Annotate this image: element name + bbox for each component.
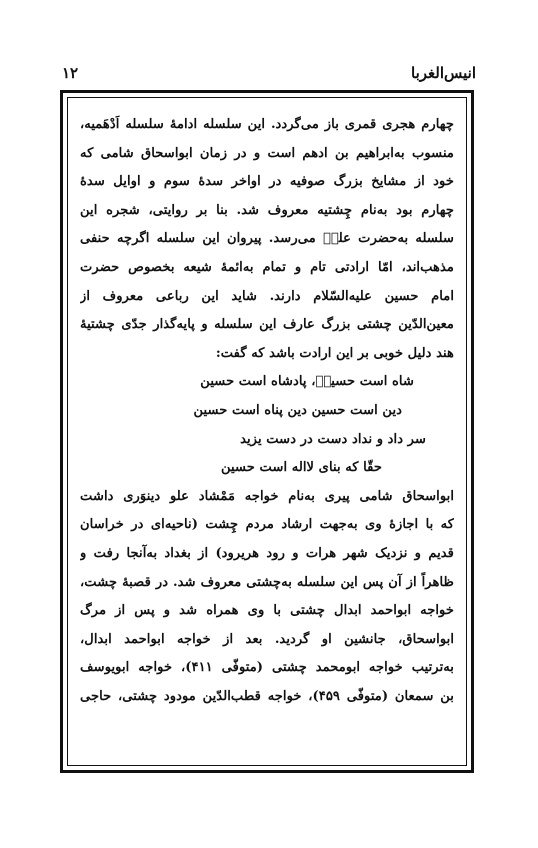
text-line: خود از مشایخ بزرگ صوفیه در اواخر سدهٔ سوم و اوایل سدهٔ <box>80 174 454 190</box>
page-body <box>80 111 454 711</box>
verse-line: دین است حسین دین پناه است حسین <box>193 402 402 418</box>
paragraph-2 <box>80 483 454 712</box>
text-line: قدیم و نزدیک شهر هرات و رود هریرود) از بغداد به‌آنجا رفت و <box>80 545 454 561</box>
verse-line: شاه است حسینؑ، پادشاه است حسین <box>200 374 414 390</box>
text-line: منسوب به‌ابراهیم بن ادهم است و در زمان ابواسحاق شامی که <box>80 145 454 161</box>
verse-line: سر داد و نداد دست در دست یزید <box>240 431 426 447</box>
text-line: چهارم بود به‌نام چِشتیه معروف شد. بنا بر روایتی، شجره این <box>80 202 454 218</box>
page-number: ۱۲ <box>62 64 79 82</box>
text-line: به‌ترتیب خواجه ابومحمد چشتی (متوفّی ۴۱۱)، خواجه ابویوسف <box>80 660 454 676</box>
text-line: چهارم هجری قمری باز می‌گردد. این سلسله ادامهٔ سلسله اَدْهَمیه، <box>80 117 454 132</box>
text-line: ابواسحاق، جانشین او گردید. بعد از خواجه ابواحمد ابدال، <box>80 631 454 647</box>
text-line: بن سمعان (متوفّی ۴۵۹)، خواجه قطب‌الدّین مودود چشتی، حاجی <box>80 688 454 704</box>
text-line: مذهب‌اند، امّا ارادتی تام و تمام به‌ائمهٔ شیعه بخصوص حضرت <box>80 259 454 275</box>
book-title: انیس‌الغربا <box>411 64 476 82</box>
verse-line: حقّا که بنای لااله است حسین <box>220 460 382 476</box>
text-line: امام حسین علیه‌السّلام دارند. شاید این رباعی معروف از <box>80 288 454 304</box>
text-line: ابواسحاق شامی پیری به‌نام خواجه مَمْشاد علو دینوَری داشت <box>80 488 454 504</box>
text-line: هند دلیل خوبی بر این ارادت باشد که گفت: <box>215 345 454 361</box>
text-line: ظاهراً از آن پس این سلسله به‌چشتی معروف شد. در قصبهٔ چشت، <box>80 574 454 590</box>
text-line: سلسله به‌حضرت علیؑ می‌رسد. پیروان این سلسله اگرچه حنفی <box>80 231 454 247</box>
text-line: که با اجازهٔ وی به‌جهت ارشاد مردم چِشت (ناحیه‌ای در خراسان <box>80 517 454 533</box>
running-head <box>62 60 476 86</box>
paragraph-1 <box>80 111 454 368</box>
quatrain <box>80 368 454 482</box>
text-line: معین‌الدّین چشتی بزرگ عارف این سلسله و پایه‌گذار جدّی چشتیهٔ <box>80 317 454 333</box>
text-line: خواجه ابواحمد ابدال چشتی با وی همراه شد و پس از مرگ <box>80 603 454 619</box>
